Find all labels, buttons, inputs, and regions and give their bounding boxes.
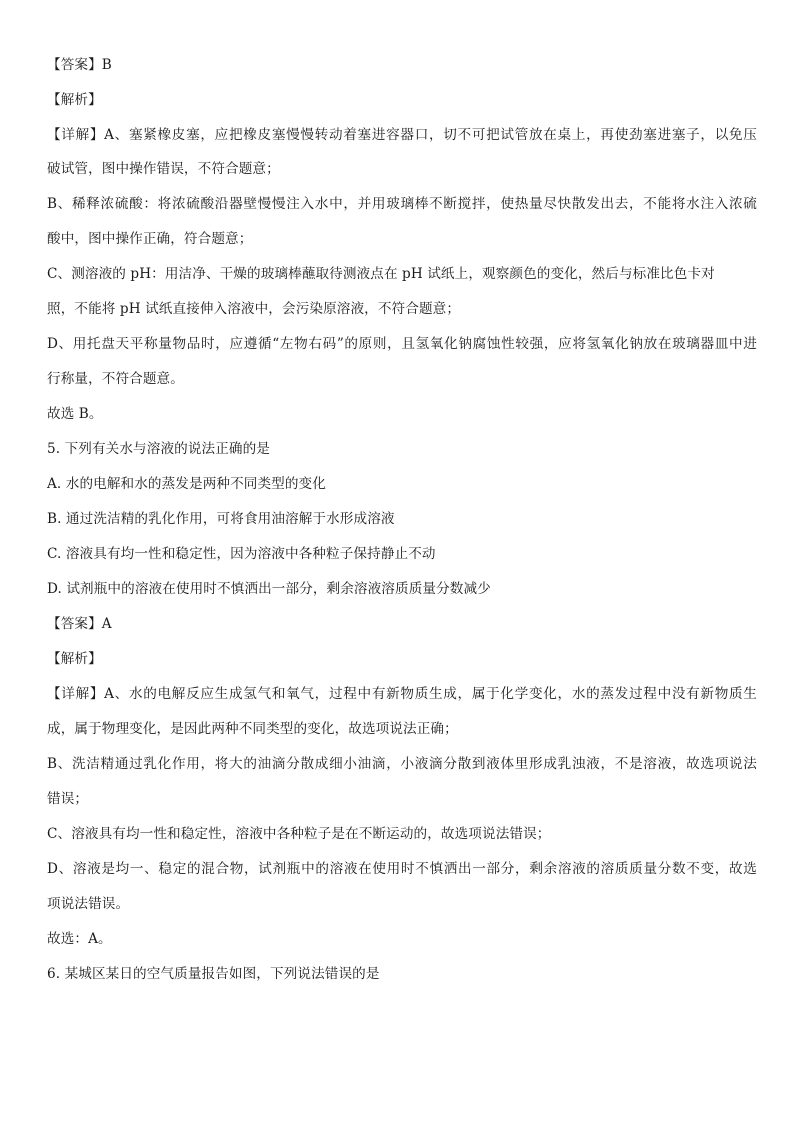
q4-option-b-line-1: B、稀释浓硫酸：将浓硫酸沿器壁慢慢注入水中，并用玻璃棒不断搅拌，使热量尽快散发出去，不能将水注入浓硫 <box>47 196 757 212</box>
q4-conclusion: 故选 B。 <box>47 406 103 422</box>
q5-option-a: A. 水的电解和水的蒸发是两种不同类型的变化 <box>47 476 326 492</box>
q6-stem: 6. 某城区某日的空气质量报告如图，下列说法错误的是 <box>47 966 380 982</box>
q5-analysis-heading: 【解析】 <box>47 651 102 667</box>
q5-detail-line-1: 【详解】A、水的电解反应生成氢气和氧气，过程中有新物质生成，属于化学变化，水的蒸发过程中没有新物质生 <box>47 686 757 702</box>
q5-option-d-line-1: D、溶液是均一、稳定的混合物，试剂瓶中的溶液在使用时不慎洒出一部分，剩余溶液的溶质质量分数不变，故选 <box>47 861 757 877</box>
q5-conclusion: 故选：A。 <box>47 931 112 947</box>
q4-answer: 【答案】B <box>47 57 112 73</box>
q4-detail-line-2: 破试管，图中操作错误，不符合题意； <box>47 161 280 177</box>
q4-analysis-heading: 【解析】 <box>47 92 102 108</box>
q4-option-d-line-2: 行称量，不符合题意。 <box>47 371 184 387</box>
q5-stem: 5. 下列有关水与溶液的说法正确的是 <box>47 441 270 457</box>
q5-option-c-line-1: C、溶液具有均一性和稳定性，溶液中各种粒子是在不断运动的，故选项说法错误； <box>47 826 551 842</box>
q4-option-c-line-2: 照，不能将 pH 试纸直接伸入溶液中，会污染原溶液，不符合题意； <box>47 301 461 317</box>
q5-option-b-line-1: B、洗洁精通过乳化作用，将大的油滴分散成细小油滴，小液滴分散到液体里形成乳浊液，不是溶液，故选项说法 <box>47 756 757 772</box>
q4-detail-line-1: 【详解】A、塞紧橡皮塞，应把橡皮塞慢慢转动着塞进容器口，切不可把试管放在桌上，再使劲塞进塞子，以免压 <box>47 127 757 143</box>
q5-detail-line-2: 成，属于物理变化，是因此两种不同类型的变化，故选项说法正确； <box>47 721 458 737</box>
q4-option-b-line-2: 酸中，图中操作正确，符合题意； <box>47 231 253 247</box>
q4-option-c-line-1: C、测溶液的 pH：用洁净、干燥的玻璃棒蘸取待测液点在 pH 试纸上，观察颜色的变化，然后与标准比色卡对 <box>47 266 715 282</box>
q5-answer: 【答案】A <box>47 616 112 632</box>
q4-option-d-line-1: D、用托盘天平称量物品时，应遵循“左物右码”的原则，且氢氧化钠腐蚀性较强，应将氢氧化钠放在玻璃器皿中进 <box>47 336 757 352</box>
q5-option-c: C. 溶液具有均一性和稳定性，因为溶液中各种粒子保持静止不动 <box>47 546 436 562</box>
q5-option-b-line-2: 错误； <box>47 791 89 807</box>
q5-option-d-line-2: 项说法错误。 <box>47 896 130 912</box>
q5-option-b: B. 通过洗洁精的乳化作用，可将食用油溶解于水形成溶液 <box>47 511 395 527</box>
q5-option-d: D. 试剂瓶中的溶液在使用时不慎洒出一部分，剩余溶液溶质质量分数减少 <box>47 581 491 597</box>
